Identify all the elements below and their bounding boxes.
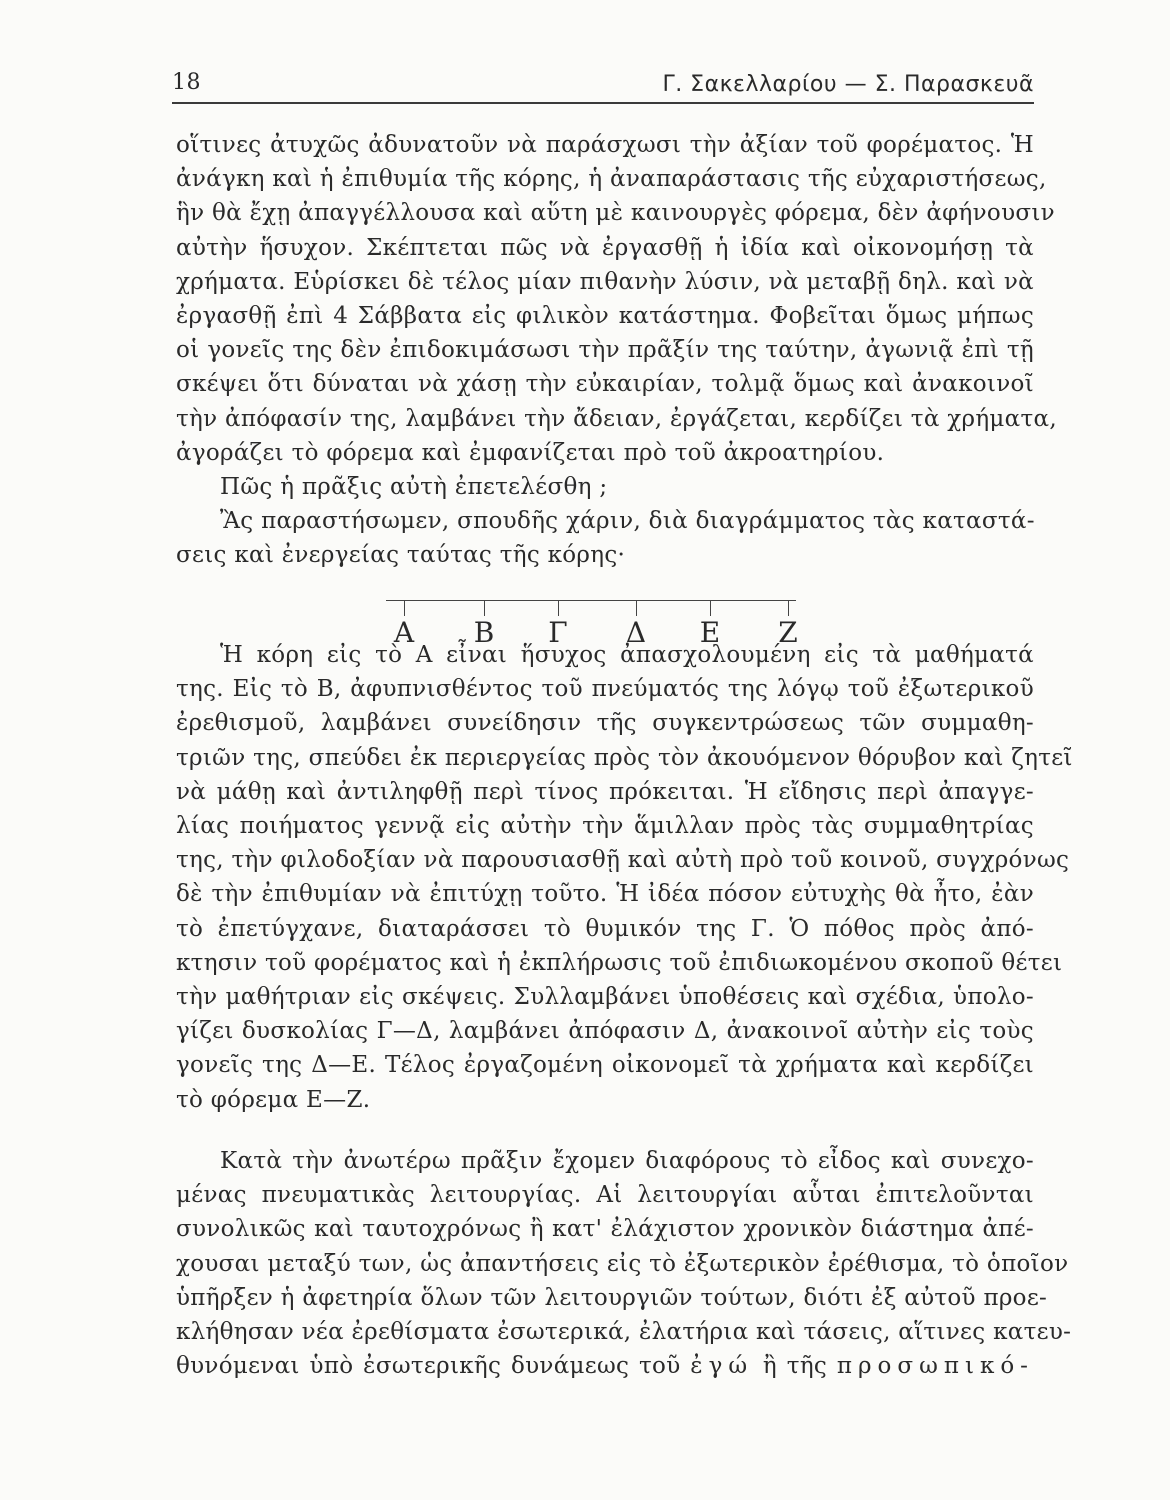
text-line-last	[176, 1349, 1034, 1383]
text-line: μένας πνευματικὰς λειτουργίας. Αἱ λειτουργίαι αὗται ἐπιτελοῦνται	[176, 1182, 1034, 1209]
text-line: της. Εἰς τὸ Β, ἀφυπνισθέντος τοῦ πνεύματός της λόγῳ τοῦ ἐξωτερικοῦ	[176, 676, 1034, 703]
page-header	[172, 70, 1034, 104]
diagram-label-z: Ζ	[778, 616, 798, 649]
spaced-term-ego: ἐγώ	[690, 1353, 754, 1380]
diagram-tick	[404, 600, 405, 616]
text-line: νὰ μάθῃ καὶ ἀντιληφθῇ περὶ τίνος πρόκειται. Ἡ εἴδησις περὶ ἀπαγγε-	[176, 778, 1034, 805]
text-line: ἀνάγκη καὶ ἡ ἐπιθυμία τῆς κόρης, ἡ ἀναπαράστασις τῆς εὐχαριστήσεως,	[176, 166, 1047, 193]
text-line: χρήματα. Εὑρίσκει δὲ τέλος μίαν πιθανὴν λύσιν, νὰ μεταβῇ δηλ. καὶ νὰ	[176, 268, 1034, 295]
text-line: Ἡ κόρη εἰς τὸ Α εἶναι ἥσυχος ἀπασχολουμένη εἰς τὰ μαθήματά	[220, 642, 1034, 668]
running-head: Γ. Σακελλαρίου — Σ. Παρασκευᾶ	[662, 72, 1034, 97]
page-number: 18	[172, 70, 201, 95]
text-fragment: θυνόμεναι ὑπὸ ἐσωτερικῆς δυνάμεως τοῦ	[176, 1353, 681, 1380]
text-line: σεις καὶ ἐνεργείας ταύτας τῆς κόρης·	[176, 542, 626, 569]
text-line: σκέψει ὅτι δύναται νὰ χάσῃ τὴν εὐκαιρίαν, τολμᾷ ὅμως καὶ ἀνακοινοῖ	[176, 371, 1034, 398]
text-line: τὴν ἀπόφασίν της, λαμβάνει τὴν ἄδειαν, ἐργάζεται, κερδίζει τὰ χρήματα,	[176, 405, 1057, 432]
text-line: ἀγοράζει τὸ φόρεμα καὶ ἐμφανίζεται πρὸ τοῦ ἀκροατηρίου.	[176, 439, 885, 466]
diagram-label-g: Γ	[548, 616, 568, 649]
text-line: ἐρεθισμοῦ, λαμβάνει συνείδησιν τῆς συγκεντρώσεως τῶν συμμαθη-	[176, 710, 1034, 737]
text-line: ἣν θὰ ἔχῃ ἀπαγγέλλουσα καὶ αὕτη μὲ καινουργὲς φόρεμα, δὲν ἀφήνουσιν	[176, 200, 1055, 227]
text-line: κλήθησαν νέα ἐρεθίσματα ἐσωτερικά, ἐλατήρια καὶ τάσεις, αἵτινες κατευ-	[176, 1319, 1072, 1346]
question-line: Πῶς ἡ πρᾶξις αὐτὴ ἐπετελέσθη ;	[220, 474, 608, 501]
text-line: γονεῖς της Δ—Ε. Τέλος ἐργαζομένη οἰκονομεῖ τὰ χρήματα καὶ κερδίζει	[176, 1052, 1034, 1079]
text-line: λίας ποιήματος γεννᾷ εἰς αὐτὴν τὴν ἅμιλλαν πρὸς τὰς συμμαθητρίας	[176, 813, 1034, 840]
diagram-label-e: Ε	[699, 616, 721, 649]
diagram-label-b: Β	[473, 616, 495, 649]
diagram-tick	[558, 600, 559, 616]
diagram-line	[386, 600, 796, 601]
diagram-tick	[484, 600, 485, 616]
text-line: κτησιν τοῦ φορέματος καὶ ἡ ἐκπλήρωσις τοῦ ἐπιδιωκομένου σκοποῦ θέτει	[176, 949, 1063, 976]
diagram-label-a: Α	[393, 616, 415, 649]
spaced-term-personal: προσωπικό-	[836, 1353, 1034, 1380]
diagram-tick	[788, 600, 789, 616]
diagram-tick	[636, 600, 637, 616]
text-line: ἐργασθῇ ἐπὶ 4 Σάββατα εἰς φιλικὸν κατάστημα. Φοβεῖται ὅμως μήπως	[176, 303, 1034, 330]
text-line: δὲ τὴν ἐπιθυμίαν νὰ ἐπιτύχῃ τοῦτο. Ἡ ἰδέα πόσον εὐτυχὴς θὰ ἦτο, ἐὰν	[176, 881, 1034, 908]
paragraph-1	[176, 128, 1057, 573]
text-line: χουσαι μεταξύ των, ὡς ἀπαντήσεις εἰς τὸ ἐξωτερικὸν ἐρέθισμα, τὸ ὁποῖον	[176, 1250, 1069, 1277]
text-line: τὸ φόρεμα Ε—Ζ.	[176, 1086, 371, 1113]
text-line: Κατὰ τὴν ἀνωτέρω πρᾶξιν ἔχομεν διαφόρους τὸ εἶδος καὶ συνεχο-	[220, 1148, 1034, 1174]
header-rule	[172, 102, 1034, 104]
paragraph-2	[176, 638, 1073, 1117]
diagram-tick	[710, 600, 711, 616]
text-line: γίζει δυσκολίας Γ—Δ, λαμβάνει ἀπόφασιν Δ, ἀνακοινοῖ αὐτὴν εἰς τοὺς	[176, 1018, 1034, 1045]
paragraph-3	[176, 1144, 1072, 1383]
text-line: συνολικῶς καὶ ταυτοχρόνως ἢ κατ' ἐλάχιστον χρονικὸν διάστημα ἀπέ-	[176, 1216, 1034, 1243]
text-line: τὴν μαθήτριαν εἰς σκέψεις. Συλλαμβάνει ὑποθέσεις καὶ σχέδια, ὑπολο-	[176, 984, 1034, 1011]
diagram-label-d: Δ	[625, 616, 647, 649]
text-line: Ἂς παραστήσωμεν, σπουδῆς χάριν, διὰ διαγράμματος τὰς καταστά-	[220, 508, 1035, 535]
text-line: οἵτινες ἀτυχῶς ἀδυνατοῦν νὰ παράσχωσι τὴν ἀξίαν τοῦ φορέματος. Ἡ	[176, 132, 1034, 158]
text-line: οἱ γονεῖς της δὲν ἐπιδοκιμάσωσι τὴν πρᾶξίν της ταύτην, ἀγωνιᾷ ἐπὶ τῇ	[176, 337, 1034, 364]
text-line: τὸ ἐπετύγχανε, διαταράσσει τὸ θυμικόν της Γ. Ὁ πόθος πρὸς ἀπό-	[176, 915, 1034, 942]
text-line: αὐτὴν ἥσυχον. Σκέπτεται πῶς νὰ ἐργασθῇ ἡ ἰδία καὶ οἰκονομήσῃ τὰ	[176, 234, 1034, 261]
text-line: ὑπῆρξεν ἡ ἀφετηρία ὅλων τῶν λειτουργιῶν τούτων, διότι ἐξ αὐτοῦ προε-	[176, 1284, 1048, 1311]
text-line: της, τὴν φιλοδοξίαν νὰ παρουσιασθῇ καὶ αὐτὴ πρὸ τοῦ κοινοῦ, συγχρόνως	[176, 847, 1070, 874]
text-line: τριῶν της, σπεύδει ἐκ περιεργείας πρὸς τὸν ἀκουόμενον θόρυβον καὶ ζητεῖ	[176, 744, 1073, 771]
text-fragment: ἢ τῆς	[762, 1353, 828, 1380]
